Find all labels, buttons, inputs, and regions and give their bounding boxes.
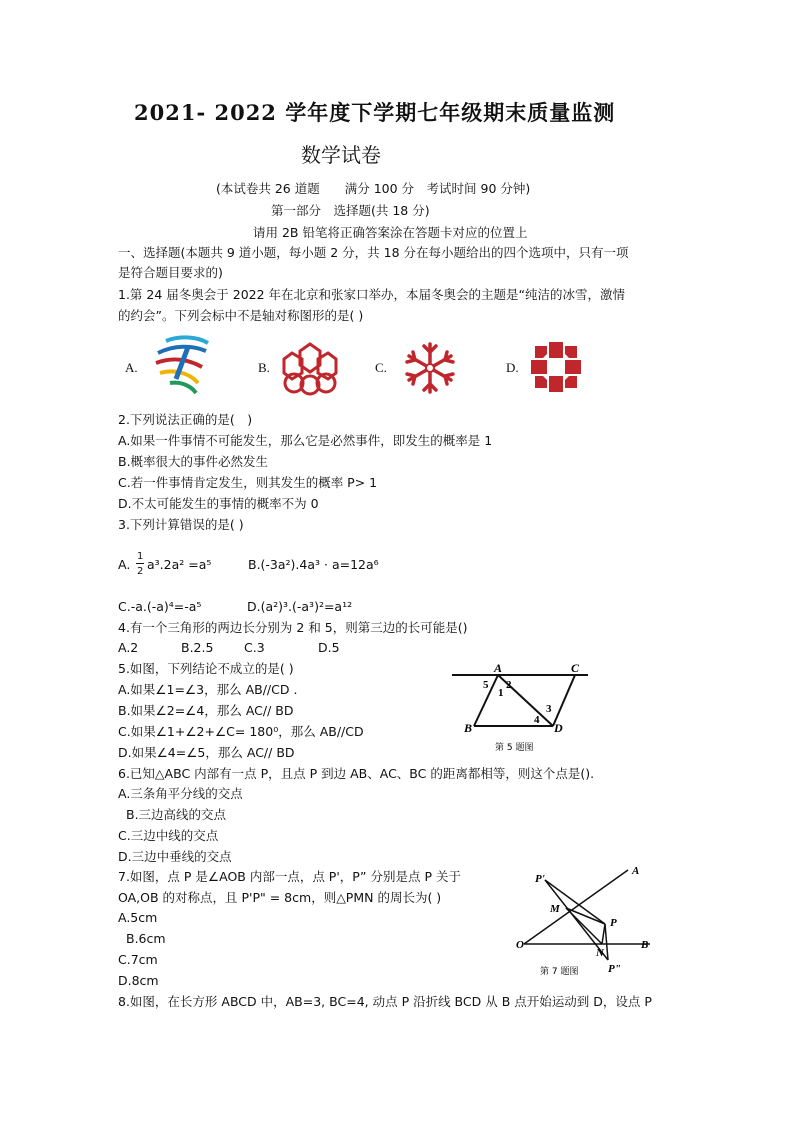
part-heading: 第一部分 选择题(共 18 分): [271, 203, 430, 218]
q3-stem: 3.下列计算错误的是( ): [118, 517, 244, 532]
q1-option-a-label: A.: [125, 360, 138, 375]
q1-option-d-label: D.: [506, 360, 519, 375]
q6-option-b: B.三边高线的交点: [126, 807, 227, 822]
fig7-caption: 第 7 题图: [540, 967, 579, 977]
q6-stem: 6.已知△ABC 内部有一点 P，且点 P 到边 AB、AC、BC 的距离都相等，则这个点是().: [118, 766, 595, 781]
q5-stem: 5.如图，下列结论不成立的是( ): [118, 661, 294, 676]
fig5-angle-2: 2: [506, 679, 512, 691]
q5-option-a: A.如果∠1=∠3，那么 AB//CD .: [118, 682, 298, 697]
fig5-angle-5: 5: [483, 679, 489, 691]
exam-subtitle: 数学试卷: [301, 143, 381, 167]
q3-option-d: D.(a²)³.(-a³)²=a¹²: [247, 599, 353, 614]
fig7-label-o: O: [516, 939, 524, 951]
fig5-label-d: D: [554, 721, 563, 735]
q3-fraction-numerator: 1: [137, 551, 144, 562]
fig7-label-a: A: [632, 865, 640, 877]
instruction: 请用 2B 铅笔将正确答案涂在答题卡对应的位置上: [253, 225, 528, 240]
pinwheel-logo-icon: [529, 340, 583, 394]
q7-line2: OA,OB 的对称点，且 P'P" = 8cm，则△PMN 的周长为( ): [118, 890, 442, 905]
q1-line2: 的约会”。下列会标中不是轴对称图形的是( ): [118, 308, 364, 323]
q7-line1: 7.如图，点 P 是∠AOB 内部一点，点 P'，P” 分别是点 P 关于: [118, 869, 461, 884]
q4-option-c: C.3: [244, 640, 265, 655]
fig7-label-m: M: [550, 903, 560, 915]
q6-option-d: D.三边中垂线的交点: [118, 849, 232, 864]
q3-option-b: B.(-3a²).4a³ · a=12a⁶: [248, 557, 379, 572]
figure-5-diagram: [450, 660, 600, 755]
q2-option-b: B.概率很大的事件必然发生: [118, 454, 269, 469]
q2-option-d: D.不太可能发生的事情的概率不为 0: [118, 496, 319, 511]
section-heading-line2: 是符合题目要求的): [118, 265, 223, 280]
q3-fraction-denominator: 2: [137, 566, 144, 577]
exam-info: (本试卷共 26 道题 满分 100 分 考试时间 90 分钟): [216, 181, 531, 196]
fig5-label-c: C: [571, 661, 580, 675]
fig7-label-p-prime: P': [535, 873, 545, 885]
q4-option-a: A.2: [118, 640, 139, 655]
figure-7-diagram: [510, 862, 660, 980]
fig7-label-b: B: [641, 939, 649, 951]
q3-option-a-prefix: A.: [118, 557, 131, 572]
q5-option-c: C.如果∠1+∠2+∠C= 180⁰，那么 AB//CD: [118, 724, 364, 739]
q3-option-c: C.-a.(-a)⁴=-a⁵: [118, 599, 202, 614]
fig7-label-n: N: [596, 947, 604, 959]
q7-option-b: B.6cm: [126, 931, 166, 946]
fig5-label-a: A: [494, 661, 503, 675]
q5-option-b: B.如果∠2=∠4，那么 AC// BD: [118, 703, 294, 718]
q1-option-c-label: C.: [375, 360, 387, 375]
snowflake-logo-icon: [399, 338, 461, 398]
fig7-label-p-double-prime: P": [608, 963, 621, 975]
fig5-caption: 第 5 题图: [495, 743, 534, 753]
q8-line1: 8.如图，在长方形 ABCD 中，AB=3, BC=4, 动点 P 沿折线 BCD 从 B 点开始运动到 D，设点 P: [118, 994, 652, 1009]
fig5-angle-4: 4: [534, 714, 540, 726]
q7-option-a: A.5cm: [118, 910, 158, 925]
q2-stem: 2.下列说法正确的是( ): [118, 412, 253, 427]
rings-logo-icon: [280, 341, 340, 397]
fig5-label-b: B: [464, 721, 473, 735]
exam-title: 2021- 2022 学年度下学期七年级期末质量监测: [134, 100, 616, 125]
q4-option-b: B.2.5: [181, 640, 214, 655]
q4-stem: 4.有一个三角形的两边长分别为 2 和 5，则第三边的长可能是(): [118, 620, 468, 635]
q6-option-a: A.三条角平分线的交点: [118, 786, 243, 801]
q6-option-c: C.三边中线的交点: [118, 828, 219, 843]
q5-option-d: D.如果∠4=∠5，那么 AC// BD: [118, 745, 295, 760]
q3-option-a: a³.2a² =a⁵: [147, 557, 212, 572]
q1-line1: 1.第 24 届冬奥会于 2022 年在北京和张家口举办，本届冬奥会的主题是“纯洁的冰雪，激情: [118, 287, 626, 302]
q4-option-d: D.5: [318, 640, 340, 655]
fig5-angle-1: 1: [498, 687, 504, 699]
q7-option-d: D.8cm: [118, 973, 159, 988]
fig7-label-p: P: [610, 917, 617, 929]
q2-option-c: C.若一件事情肯定发生，则其发生的概率 P> 1: [118, 475, 378, 490]
section-heading-line1: 一、选择题(本题共 9 道小题，每小题 2 分，共 18 分在每小题给出的四个选项中，只有一项: [118, 245, 629, 260]
q7-option-c: C.7cm: [118, 952, 158, 967]
winter-olympics-ribbon-logo-icon: [148, 333, 216, 395]
q2-option-a: A.如果一件事情不可能发生，那么它是必然事件，即发生的概率是 1: [118, 433, 493, 448]
q1-option-b-label: B.: [258, 360, 270, 375]
fig5-angle-3: 3: [546, 703, 552, 715]
